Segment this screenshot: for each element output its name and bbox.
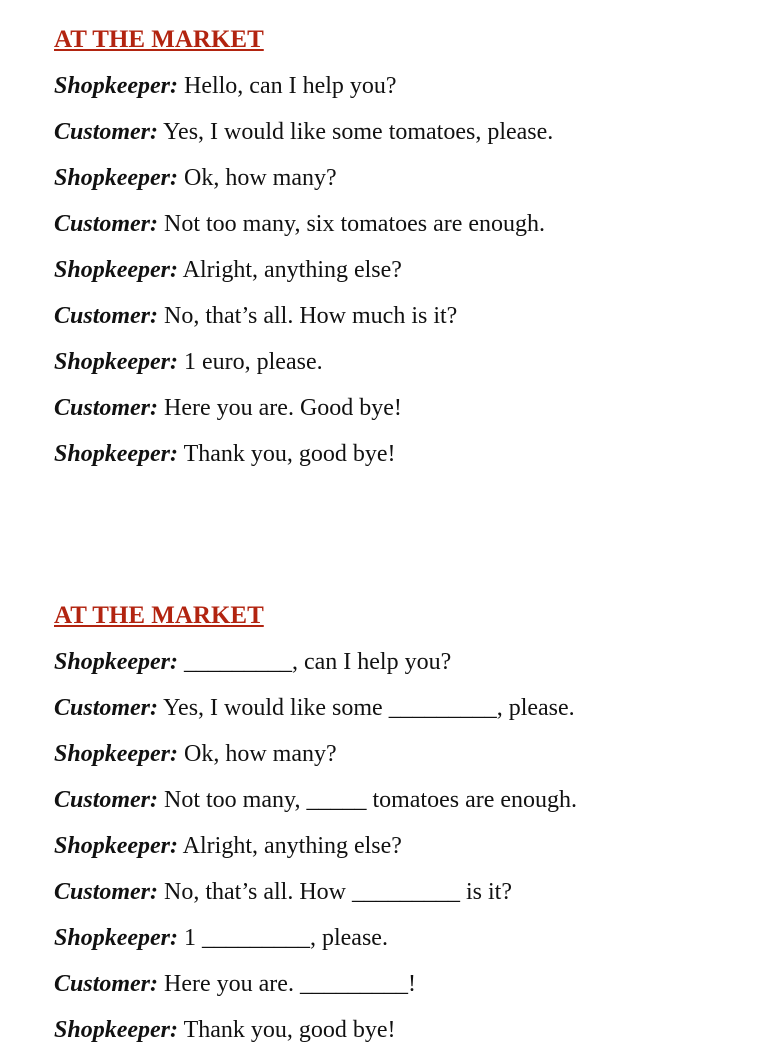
dialogue-text: 1 euro, please.: [183, 349, 323, 375]
speaker-label: Customer:: [54, 695, 159, 721]
speaker-label: Customer:: [54, 211, 159, 237]
speaker-label: Customer:: [54, 395, 159, 421]
speaker-label: Shopkeeper:: [54, 925, 178, 951]
dialogue-section-complete: [54, 25, 754, 485]
dialogue-text: Ok, how many?: [183, 741, 337, 767]
dialogue-text: Yes, I would like some tomatoes, please.: [163, 119, 554, 145]
dialogue-line: [54, 255, 754, 301]
dialogue-line: [54, 117, 754, 163]
dialogue-text: Not too many, six tomatoes are enough.: [164, 211, 546, 237]
dialogue-text: Alright, anything else?: [182, 833, 402, 859]
dialogue-text: Thank you, good bye!: [183, 441, 396, 467]
dialogue-line: [54, 831, 754, 877]
dialogue-text: Yes, I would like some _________, please.: [163, 695, 575, 721]
dialogue-line: [54, 785, 754, 831]
speaker-label: Shopkeeper:: [54, 833, 178, 859]
dialogue-text: Thank you, good bye!: [183, 1017, 396, 1043]
dialogue-text: 1 _________, please.: [183, 925, 388, 951]
speaker-label: Shopkeeper:: [54, 349, 178, 375]
section-title: AT THE MARKET: [54, 602, 264, 629]
speaker-label: Shopkeeper:: [54, 1017, 178, 1043]
speaker-label: Shopkeeper:: [54, 741, 178, 767]
dialogue-line: [54, 439, 754, 485]
dialogue-text: No, that’s all. How _________ is it?: [164, 879, 512, 905]
dialogue-line: [54, 1015, 754, 1045]
dialogue-line: [54, 739, 754, 785]
dialogue-line: [54, 393, 754, 439]
dialogue-line: [54, 71, 754, 117]
dialogue-line: [54, 347, 754, 393]
dialogue-text: Here you are. Good bye!: [164, 395, 402, 421]
dialogue-text: Here you are. _________!: [164, 971, 416, 997]
dialogue-line: [54, 209, 754, 255]
dialogue-line: [54, 877, 754, 923]
dialogue-line: [54, 693, 754, 739]
section-title: AT THE MARKET: [54, 26, 264, 53]
speaker-label: Customer:: [54, 119, 159, 145]
dialogue-line: [54, 647, 754, 693]
dialogue-text: Ok, how many?: [183, 165, 337, 191]
speaker-label: Customer:: [54, 971, 159, 997]
dialogue-line: [54, 969, 754, 1015]
speaker-label: Customer:: [54, 303, 159, 329]
dialogue-section-gaps: [54, 601, 754, 1045]
dialogue-line: [54, 163, 754, 209]
dialogue-text: No, that’s all. How much is it?: [164, 303, 458, 329]
speaker-label: Customer:: [54, 879, 159, 905]
speaker-label: Shopkeeper:: [54, 441, 178, 467]
dialogue-line: [54, 923, 754, 969]
speaker-label: Shopkeeper:: [54, 73, 178, 99]
speaker-label: Shopkeeper:: [54, 165, 178, 191]
speaker-label: Customer:: [54, 787, 159, 813]
speaker-label: Shopkeeper:: [54, 649, 178, 675]
dialogue-text: Alright, anything else?: [182, 257, 402, 283]
dialogue-text: Not too many, _____ tomatoes are enough.: [164, 787, 578, 813]
dialogue-text: Hello, can I help you?: [183, 73, 397, 99]
dialogue-text: _________, can I help you?: [183, 649, 452, 675]
dialogue-line: [54, 301, 754, 347]
speaker-label: Shopkeeper:: [54, 257, 178, 283]
